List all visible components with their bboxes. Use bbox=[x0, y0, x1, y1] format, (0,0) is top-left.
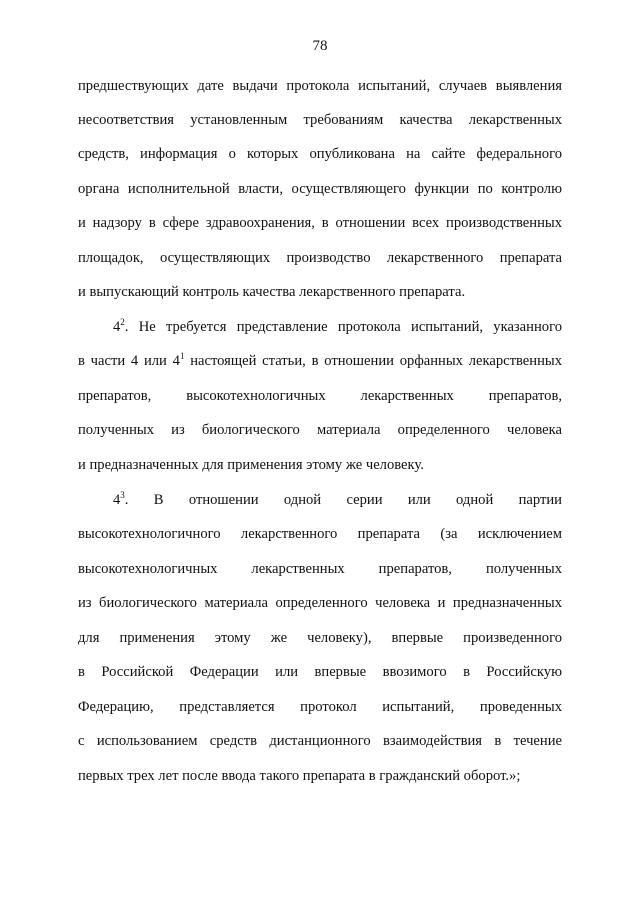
text-segment: настоящей статьи, в отношении орфанных лекарственных bbox=[184, 353, 562, 369]
text-line: органа исполнительной власти, осуществляющего функции по контролю bbox=[78, 181, 562, 197]
page-number: 78 bbox=[312, 38, 328, 54]
text-line: высокотехнологичного лекарственного препарата (за исключением bbox=[78, 526, 562, 542]
text-line: и надзору в сфере здравоохранения, в отношении всех производственных bbox=[78, 215, 562, 231]
article-reference-superscript: 1 bbox=[179, 351, 185, 361]
text-line: первых трех лет после ввода такого препарата в гражданский оборот.»; bbox=[78, 768, 521, 784]
paragraph-lead-line bbox=[113, 491, 562, 509]
text-line: в Российской Федерации или впервые ввозимого в Российскую bbox=[78, 664, 562, 680]
text-line bbox=[78, 352, 562, 370]
text-line: предшествующих дате выдачи протокола испытаний, случаев выявления bbox=[78, 78, 562, 94]
text-line: средств, информация о которых опубликована на сайте федерального bbox=[78, 146, 562, 162]
text-line: для применения этому же человеку), впервые произведенного bbox=[78, 630, 562, 646]
paragraph-number: 4 bbox=[113, 492, 121, 508]
paragraph-number: 4 bbox=[113, 319, 121, 335]
paragraph-number-superscript: 3 bbox=[120, 490, 125, 500]
text-line: площадок, осуществляющих производство лекарственного препарата bbox=[78, 250, 562, 266]
paragraph-lead-text: . Не требуется представление протокола испытаний, указанного bbox=[124, 319, 562, 335]
paragraph-lead-text: . В отношении одной серии или одной партии bbox=[124, 492, 562, 508]
text-line: и предназначенных для применения этому же человеку. bbox=[78, 457, 424, 473]
paragraph-number-superscript: 2 bbox=[120, 317, 125, 327]
paragraph-lead-line bbox=[113, 318, 562, 336]
text-line: несоответствия установленным требованиям качества лекарственных bbox=[78, 112, 562, 128]
text-line: высокотехнологичных лекарственных препаратов, полученных bbox=[78, 561, 562, 577]
text-line: Федерацию, представляется протокол испытаний, проведенных bbox=[78, 699, 562, 715]
text-segment: в части 4 или 4 bbox=[78, 353, 180, 369]
text-line: полученных из биологического материала определенного человека bbox=[78, 422, 562, 438]
text-line: и выпускающий контроль качества лекарственного препарата. bbox=[78, 284, 466, 300]
text-line: из биологического материала определенного человека и предназначенных bbox=[78, 595, 562, 611]
text-line: препаратов, высокотехнологичных лекарственных препаратов, bbox=[78, 388, 562, 404]
text-line: с использованием средств дистанционного взаимодействия в течение bbox=[78, 733, 562, 749]
